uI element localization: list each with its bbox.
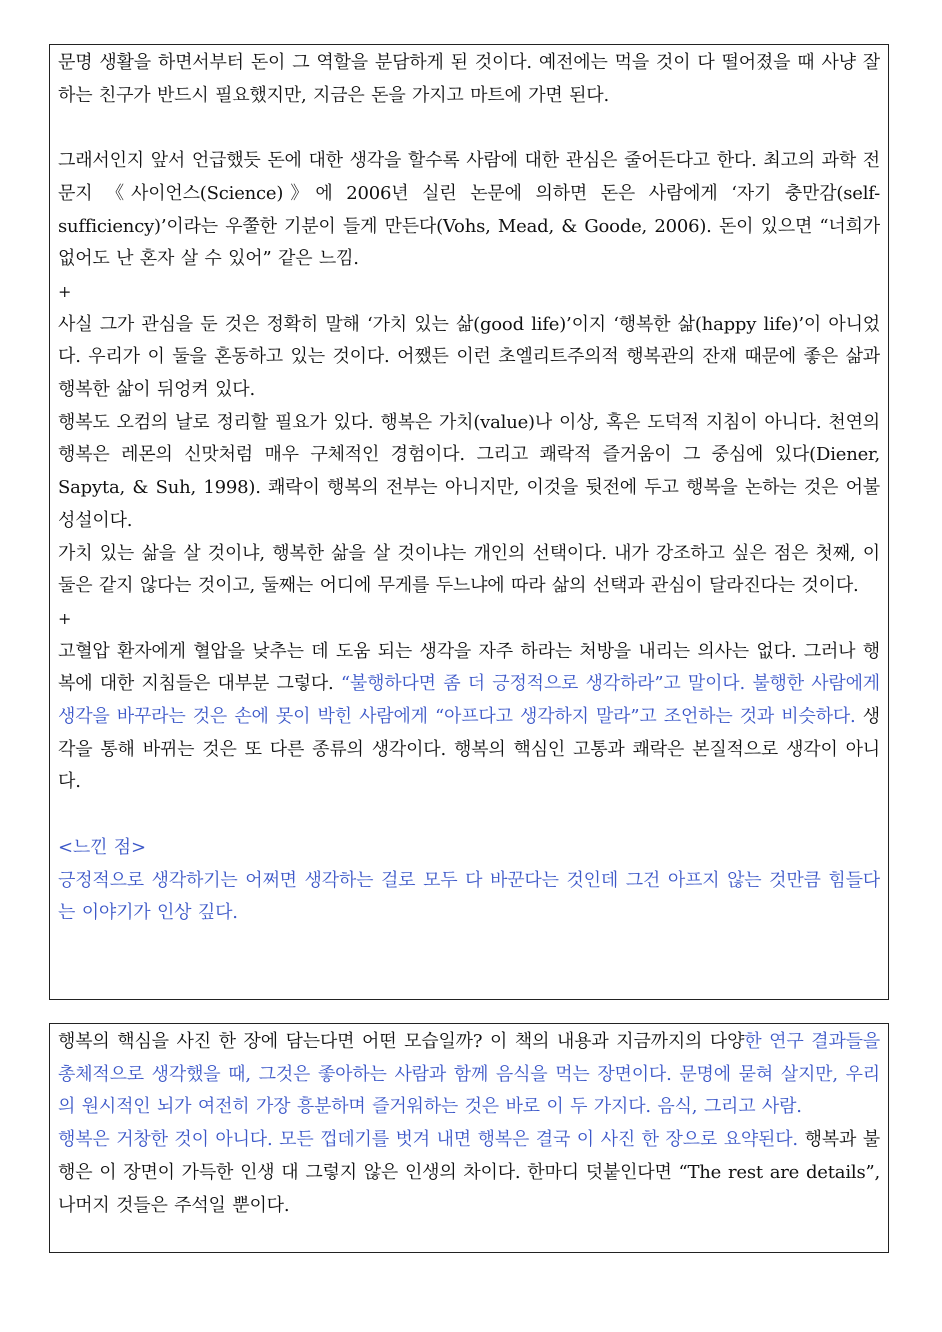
paragraph-money-self-sufficiency: 그래서인지 앞서 언급했듯 돈에 대한 생각을 할수록 사람에 대한 관심은 줄어든다고 한다. 최고의 과학 전문지 《사이언스(Science)》에 2006년 실린 논문에 의하면 돈은 사람에게 ‘자기 충만감(self-sufficiency)’이라는 우쭐한 기분이 들게 만든다(Vohs, Mead, & Goode, 2006). 돈이 있으면 “너희가 없어도 난 혼자 살 수 있어” 같은 느낌. — [58, 150, 880, 270]
hypertension-text-highlight: “불행하다면 좀 더 긍정적으로 생각하라”고 말이다. 불행한 사람에게 생각을 바꾸라는 것은 손에 못이 박힌 사람에게 “아프다고 생각하지 말라”고 조언하는 것과 비슷하다. — [58, 673, 880, 728]
details-text-black: 행복과 불행은 이 장면이 가득한 인생 대 그렇지 않은 인생의 차이다. 한마디 덧붙인다면 “The rest are details”, 나머지 것들은 주석일 뿐이다. — [58, 1129, 881, 1216]
text-box-summary — [49, 1023, 889, 1253]
text-box-main — [49, 44, 889, 1000]
hypertension-text-black: 고혈압 환자에게 혈압을 낮추는 데 도움 되는 생각을 자주 하라는 처방을 내리는 의사는 없다. 그러나 행복에 대한 지침들은 대부분 그렇다. — [58, 640, 880, 695]
paragraph-photo-of-happiness — [58, 1026, 880, 1124]
plus-marker: + — [58, 281, 72, 301]
paragraph-personal-choice: 가치 있는 삶을 살 것이냐, 행복한 삶을 살 것이냐는 개인의 선택이다. 내가 강조하고 싶은 점은 첫째, 이 둘은 같지 않다는 것이고, 둘째는 어디에 무게를 두느냐에 따라 삶의 선택과 관심이 달라진다는 것이다. — [58, 542, 880, 597]
paragraph-hypertension-analogy — [58, 636, 880, 800]
details-text-highlight: 행복은 거창한 것이 아니다. 모든 껍데기를 벗겨 내면 행복은 결국 이 사진 한 장으로 요약된다. — [58, 1129, 798, 1151]
text-box-summary-content — [58, 1026, 880, 1222]
paragraph-occams-razor: 행복도 오컴의 날로 정리할 필요가 있다. 행복은 가치(value)나 이상, 혹은 도덕적 지침이 아니다. 천연의 행복은 레몬의 신맛처럼 매우 구체적인 경험이다. 그리고 쾌락적 즐거움이 그 중심에 있다(Diener, Sapyta, & Suh, 1998). 쾌락이 행복의 전부는 아니지만, 이것을 뒷전에 두고 행복을 논하는 것은 어불성설이다. — [58, 411, 880, 531]
plus-marker: + — [58, 608, 72, 628]
photo-text-black: 행복의 핵심을 사진 한 장에 담는다면 어떤 모습일까? 이 책의 내용과 지금까지의 다양 — [58, 1031, 745, 1052]
paragraph-civilization-money: 문명 생활을 하면서부터 돈이 그 역할을 분담하게 된 것이다. 예전에는 먹을 것이 다 떨어졌을 때 사냥 잘하는 친구가 반드시 필요했지만, 지금은 돈을 가지고 마트에 가면 된다. — [58, 52, 880, 106]
reflection-body: 긍정적으로 생각하기는 어쩌면 생각하는 걸로 모두 다 바꾼다는 것인데 그건 아프지 않는 것만큼 힘들다는 이야기가 인상 깊다. — [58, 869, 880, 924]
photo-text-highlight: 한 연구 결과들을 총체적으로 생각했을 때, 그것은 좋아하는 사람과 함께 음식을 먹는 장면이다. 문명에 묻혀 살지만, 우리의 원시적인 뇌가 여전히 가장 흥분하며 즐거워하는 것은 바로 이 두 가지다. 음식, 그리고 사람. — [58, 1031, 881, 1118]
paragraph-rest-are-details — [58, 1124, 880, 1222]
hypertension-text-black-end: 생각을 통해 바뀌는 것은 또 다른 종류의 생각이다. 행복의 핵심인 고통과 쾌락은 본질적으로 생각이 아니다. — [58, 706, 880, 793]
text-box-main-content — [58, 47, 880, 930]
spacer — [58, 112, 880, 145]
spacer — [58, 799, 880, 832]
reflection-title: <느낀 점> — [58, 836, 146, 858]
paragraph-good-life-vs-happy-life: 사실 그가 관심을 둔 것은 정확히 말해 ‘가치 있는 삶(good life)’이지 ‘행복한 삶(happy life)’이 아니었다. 우리가 이 둘을 혼동하고 있는 것이다. 어쨌든 이런 초엘리트주의적 행복관의 잔재 때문에 좋은 삶과 행복한 삶이 뒤엉켜 있다. — [58, 313, 880, 401]
